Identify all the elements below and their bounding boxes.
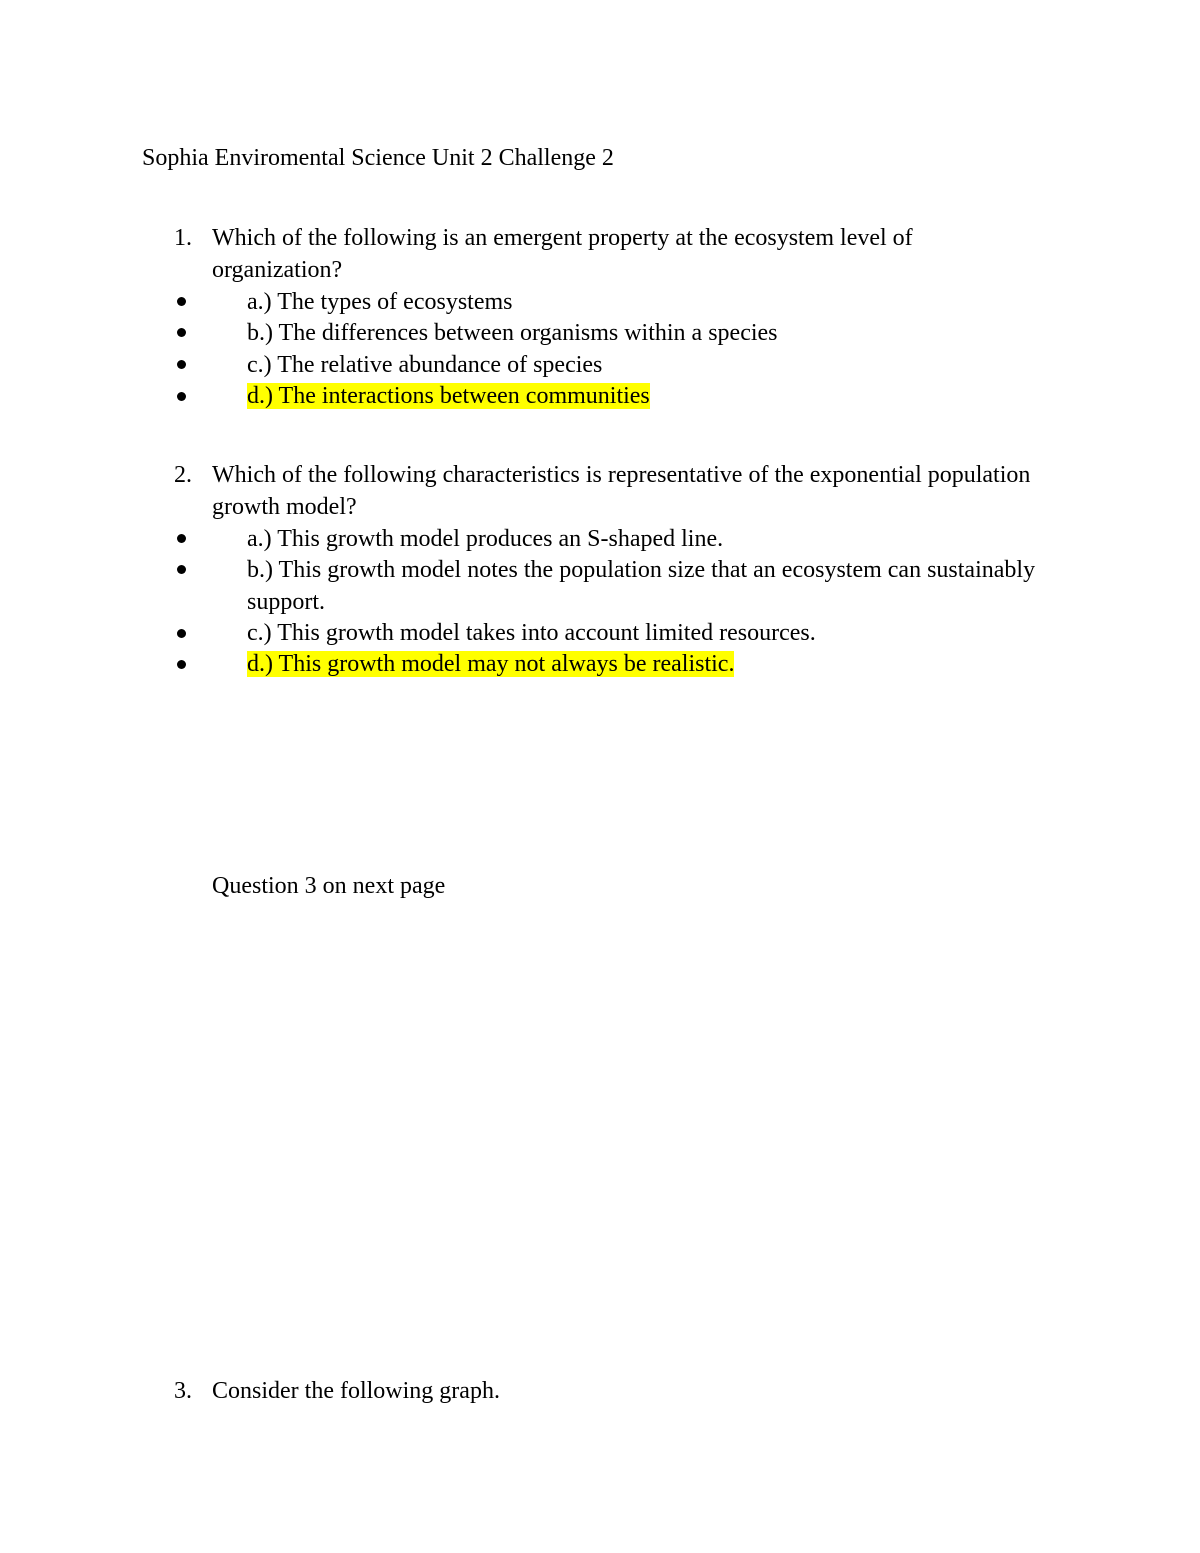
- bullet-icon: [177, 392, 186, 401]
- bullet-icon: [177, 328, 186, 337]
- question-2-number: 2.: [174, 462, 192, 488]
- question-2-answer-highlight: d.) This growth model may not always be realistic.: [247, 651, 735, 677]
- question-1-option-d: [247, 380, 650, 412]
- bullet-icon: [177, 360, 186, 369]
- bullet-icon: [177, 297, 186, 306]
- question-2-option-c: c.) This growth model takes into account limited resources.: [247, 620, 816, 646]
- question-3-text: Consider the following graph.: [212, 1378, 500, 1404]
- question-1-option-a: a.) The types of ecosystems: [247, 289, 513, 315]
- bullet-icon: [177, 629, 186, 638]
- question-1-option-b: b.) The differences between organisms within a species: [247, 320, 778, 346]
- next-page-note: Question 3 on next page: [212, 873, 446, 899]
- question-1-option-c: c.) The relative abundance of species: [247, 352, 603, 378]
- question-1-text: Which of the following is an emergent property at the ecosystem level of organization?: [212, 225, 913, 283]
- question-2-text: Which of the following characteristics is representative of the exponential population growth model?: [212, 462, 1031, 520]
- question-1-answer-highlight: d.) The interactions between communities: [247, 383, 650, 409]
- question-2-option-a: a.) This growth model produces an S-shaped line.: [247, 526, 724, 552]
- document-title: Sophia Enviromental Science Unit 2 Challenge 2: [142, 145, 614, 171]
- question-2-option-b: b.) This growth model notes the population size that an ecosystem can sustainably support.: [247, 557, 1036, 615]
- bullet-icon: [177, 660, 186, 669]
- question-3-number: 3.: [174, 1378, 192, 1404]
- question-2-option-d: [247, 648, 734, 680]
- bullet-icon: [177, 534, 186, 543]
- question-1-number: 1.: [174, 225, 192, 251]
- bullet-icon: [177, 565, 186, 574]
